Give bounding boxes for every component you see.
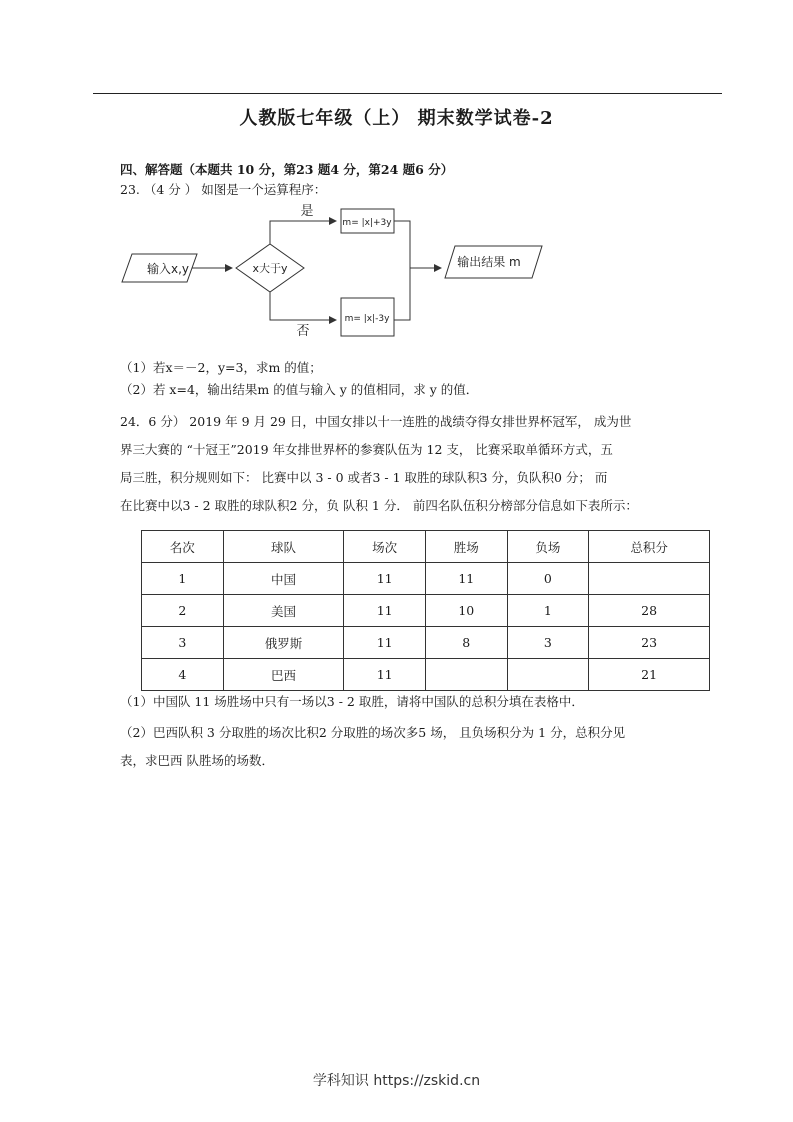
table-header-cell: 场次 — [344, 531, 426, 563]
table-cell: 10 — [425, 595, 507, 627]
q24-line: 界三大赛的 “十冠王”2019 年女排世界杯的参赛队伍为 12 支， 比赛采取单循环方式，五 — [120, 442, 613, 457]
table-cell: 11 — [344, 627, 426, 659]
flow-arrow-yes — [270, 221, 336, 244]
table-cell — [507, 659, 589, 691]
table-cell: 中国 — [223, 563, 344, 595]
table-header-cell: 负场 — [507, 531, 589, 563]
q23-stem: 23. （4 分 ） 如图是一个运算程序： — [120, 182, 327, 197]
table-cell: 1 — [507, 595, 589, 627]
table-cell: 3 — [507, 627, 589, 659]
table-cell: 11 — [344, 659, 426, 691]
section-heading: 四、解答题（本题共 10 分，第23 题4 分，第24 题6 分） — [120, 162, 454, 177]
table-cell: 23 — [589, 627, 710, 659]
table-cell — [425, 659, 507, 691]
table-header-cell: 总积分 — [589, 531, 710, 563]
flow-no-label: 否 — [296, 324, 310, 339]
q24-part2-line: 表，求巴西 队胜场的场数． — [120, 753, 274, 768]
q24-stem — [120, 408, 680, 520]
flow-no-formula: m= |x|-3y — [344, 314, 390, 324]
table-cell: 巴西 — [223, 659, 344, 691]
table-cell — [589, 563, 710, 595]
flowchart — [115, 200, 555, 345]
table-cell: 11 — [344, 595, 426, 627]
q24-part2-line: （2）巴西队积 3 分取胜的场次比积2 分取胜的场次多5 场， 且负场积分为 1 分，总积分见 — [120, 725, 626, 740]
table-cell: 俄罗斯 — [223, 627, 344, 659]
flow-merge-line — [394, 221, 410, 320]
table-cell: 3 — [142, 627, 224, 659]
table-row — [142, 595, 710, 627]
table-cell: 1 — [142, 563, 224, 595]
flow-output-label: 输出结果 m — [457, 255, 521, 269]
q24-line: 24．6 分） 2019 年 9 月 29 日，中国女排以十一连胜的战绩夺得女排世界杯冠军， 成为世 — [120, 414, 632, 429]
q24-part1: （1）中国队 11 场胜场中只有一场以3 - 2 取胜，请将中国队的总积分填在表格中． — [120, 694, 584, 709]
q24-line: 局三胜，积分规则如下： 比赛中以 3 - 0 或者3 - 1 取胜的球队积3 分，负队积0 分； 而 — [120, 470, 608, 485]
table-cell: 11 — [344, 563, 426, 595]
flow-input-label: 输入x,y — [147, 262, 190, 276]
table-cell: 11 — [425, 563, 507, 595]
table-cell: 0 — [507, 563, 589, 595]
table-cell: 美国 — [223, 595, 344, 627]
q23-part1: （1）若x＝－2，y=3，求m 的值； — [120, 360, 322, 375]
table-row — [142, 563, 710, 595]
table-header-row — [142, 531, 710, 563]
standings-table — [141, 530, 710, 691]
flow-yes-formula: m= |x|+3y — [342, 218, 392, 228]
header-rule — [93, 93, 722, 94]
table-header-cell: 名次 — [142, 531, 224, 563]
q24-part2 — [120, 719, 680, 775]
table-header-cell: 胜场 — [425, 531, 507, 563]
table-cell: 2 — [142, 595, 224, 627]
q24-line: 在比赛中以3 - 2 取胜的球队积2 分，负 队积 1 分． 前四名队伍积分榜部分信息如下表所示： — [120, 498, 638, 513]
table-cell: 21 — [589, 659, 710, 691]
flow-arrow-no — [270, 292, 336, 320]
table-cell: 4 — [142, 659, 224, 691]
table-row — [142, 627, 710, 659]
table-cell: 8 — [425, 627, 507, 659]
table-cell: 28 — [589, 595, 710, 627]
flow-decision-label: x大于y — [252, 262, 288, 275]
q23-part2: （2）若 x=4，输出结果m 的值与输入 y 的值相同，求 y 的值． — [120, 382, 479, 397]
table-row — [142, 659, 710, 691]
page-title: 人教版七年级（上） 期末数学试卷-2 — [239, 108, 554, 129]
footer-watermark: 学科知识 https://zskid.cn — [312, 1073, 481, 1089]
table-header-cell: 球队 — [223, 531, 344, 563]
flow-yes-label: 是 — [300, 204, 314, 219]
